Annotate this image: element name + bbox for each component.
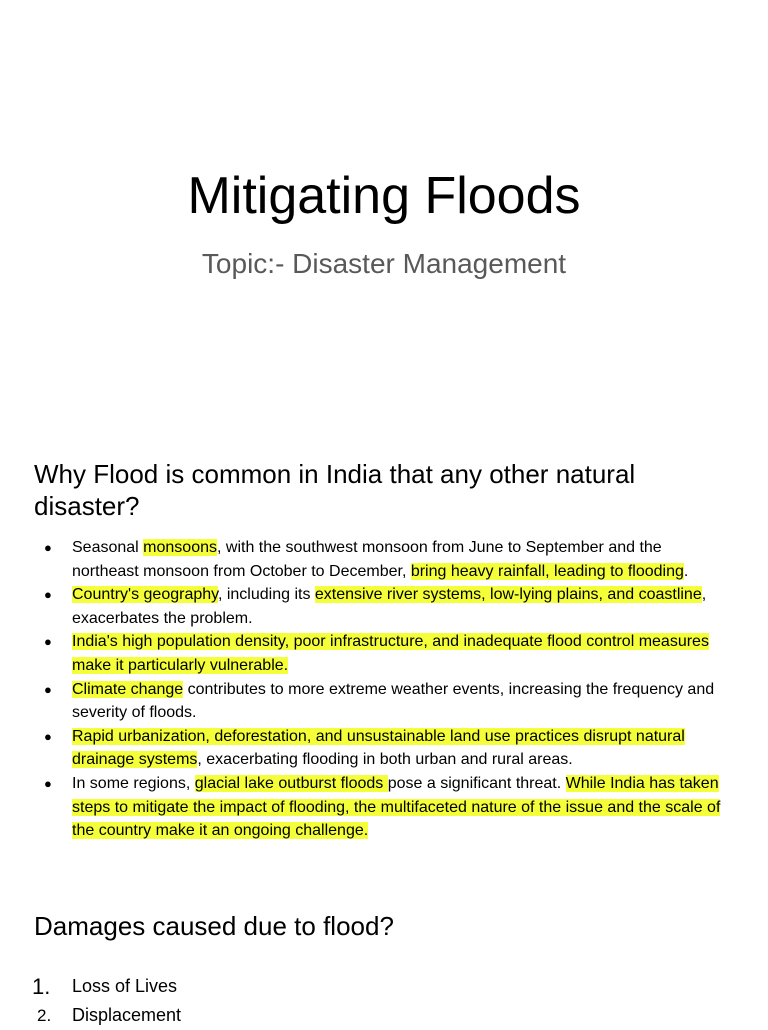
document-subtitle: Topic:- Disaster Management (201, 248, 567, 279)
list-item (0, 630, 768, 677)
list-item: ● Climate change contributes to more extreme weather events, increasing the frequency and severity of floods. (0, 678, 768, 725)
bullet-icon: ● (44, 728, 52, 744)
list-item: ● Country's geography, including its extensive river systems, low-lying plains, and coastline, exacerbates the problem. (0, 583, 768, 630)
highlighted-text: Country's geography (72, 586, 218, 604)
bullet-icon: ● (44, 634, 52, 650)
list-item (0, 972, 768, 1001)
list-number: 2. (37, 1006, 52, 1025)
highlighted-text: bring heavy rainfall, leading to flooding (410, 562, 684, 580)
highlighted-text: While India has taken steps to mitigate the impact of flooding, the multifaceted nature of the issue and the scale of the country make it an ongoing challenge. (72, 774, 721, 840)
list-item (0, 1001, 768, 1030)
highlighted-text: glacial lake outburst floods (194, 774, 388, 792)
bullet-icon: ● (44, 681, 52, 697)
bullet-icon: ● (44, 775, 52, 791)
highlighted-text: India's high population density, poor infrastructure, and inadequate flood control measures make it particularly vulnerable. (72, 633, 709, 674)
bullet-icon: ● (44, 540, 52, 555)
list-item-text: Loss of Lives (72, 976, 178, 996)
bullet-icon: ● (44, 587, 52, 603)
highlighted-text: monsoons (143, 539, 217, 556)
list-item: ● In some regions, glacial lake outburst floods pose a significant threat. While India has taken steps to mitigate the impact of flooding, the multifaceted nature of the issue and the scale of the country make it an ongoing challenge. (0, 772, 768, 843)
list-item: ● Seasonal monsoons, with the southwest monsoon from June to September and the northeast monsoon from October to December, bring heavy rainfall, leading to flooding. (0, 536, 768, 583)
highlighted-text: Rapid urbanization, deforestation, and unsustainable land use practices disrupt natural drainage systems (72, 727, 685, 769)
highlighted-text: Climate change (72, 680, 184, 698)
flood-causes-list (0, 536, 768, 843)
list-item-text: Displacement (72, 1005, 182, 1025)
section-heading-why-flood: Why Flood is common in India that any other natural disaster? (34, 459, 636, 521)
list-item: ● Rapid urbanization, deforestation, and unsustainable land use practices disrupt natural drainage systems, exacerbating flooding in both urban and rural areas. (0, 725, 768, 772)
list-number: 1. (32, 974, 51, 999)
section-heading-damages: Damages caused due to flood? (34, 911, 394, 941)
highlighted-text: extensive river systems, low-lying plains, and coastline (314, 586, 702, 604)
damages-list (0, 972, 768, 1030)
document-title: Mitigating Floods (187, 167, 581, 225)
